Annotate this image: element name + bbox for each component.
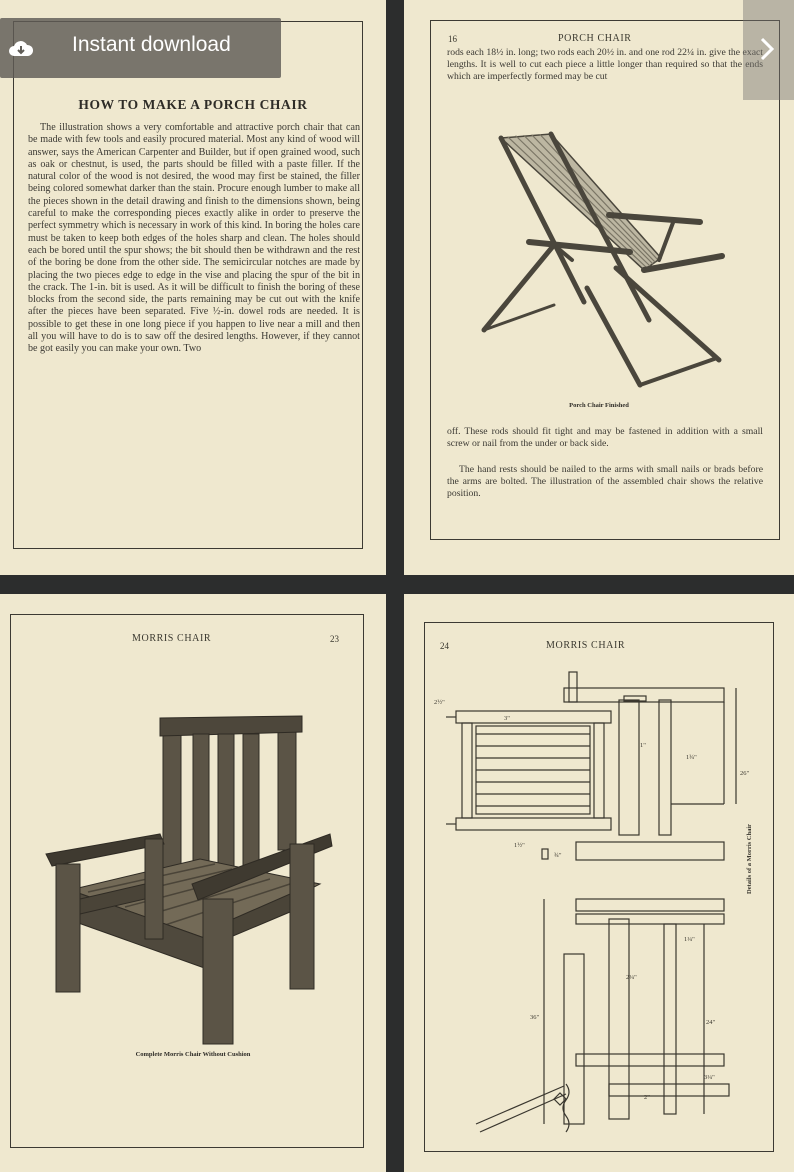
page-morris-chair-photo (0, 594, 386, 1172)
page-porch-chair-text (0, 0, 386, 575)
page-number: 23 (330, 634, 339, 644)
instant-download-button[interactable] (0, 18, 281, 78)
dim-label: 2¼" (626, 974, 637, 981)
running-header: MORRIS CHAIR (546, 640, 626, 651)
top-text: rods each 18½ in. long; two rods each 20½ in. and one rod 22¼ in. give the exact lengths. It is well to cut each piece a little longer than required so that the ends which are imperfectly formed may be cut (447, 47, 763, 82)
dim-label: 26" (740, 770, 750, 777)
dim-label: 1½" (514, 842, 525, 849)
figure-caption: Porch Chair Finished (569, 402, 629, 409)
dim-label: 36" (530, 1014, 540, 1021)
side-caption: Details of a Morris Chair (746, 823, 753, 894)
running-header: MORRIS CHAIR (132, 633, 212, 644)
running-header: PORCH CHAIR (558, 33, 632, 44)
porch-chair-illustration (404, 120, 794, 420)
morris-chair-illustration (0, 694, 386, 1054)
dim-label: 1¼" (684, 936, 695, 943)
page-porch-chair-illustration (404, 0, 794, 575)
dim-label: 1¾" (686, 754, 697, 761)
dim-label: 3" (504, 715, 510, 722)
dim-label: 24" (706, 1019, 716, 1026)
chevron-right-icon (757, 36, 777, 62)
dim-label: 2½" (434, 699, 445, 706)
dim-label: ¾" (554, 852, 562, 859)
body-text: The illustration shows a very comfortable and attractive porch chair that can be made with few tools and easily procured material. Most any kind of wood will answer, says the American Carpenter and Builder, but if open grained wood, such as oak or chestnut, is used, the parts should be filled with a paste filler. If the natural color of the wood is not desired, the wood may first be stained, the filler being colored somewhat darker than the stain. Procure enough lumber to make all the pieces shown in the detail drawing and finish to the dimensions shown, being careful to make the corresponding pieces exactly alike in order to preserve the perfect symmetry which is necessary in work of this kind. In boring the holes care must be taken to keep both edges of the holes sharp and clean. The holes should each be bored until the spur shows; the bit should then be withdrawn and the rest of the boring be done from the other side. The semicircular notches are made by placing the two pieces edge to edge in the vise and placing the spur of the bit in the crack. The 1-in. bit is used. As it will be difficult to finish the boring of these blocks from the second side, the parts remaining may be cut out with the knife after the pieces have been separated. Five ½-in. dowel rods are needed. It is possible to get these in one long piece if you happen to live near a mill and then all you will have to do is to saw off the desired lengths. However, if they cannot be got easily you can make your own. Two (28, 122, 360, 355)
page-number: 16 (448, 34, 457, 44)
page-morris-chair-details (404, 594, 794, 1172)
instant-download-label: Instant download (72, 33, 231, 56)
bottom-text: off. These rods should fit tight and may be fastened in addition with a small screw or nail from the under or back side. (447, 426, 763, 449)
dim-label: 3¼" (704, 1074, 715, 1081)
figure-caption: Complete Morris Chair Without Cushion (135, 1051, 251, 1058)
page-number: 24 (440, 641, 449, 651)
detail-drawing (404, 654, 794, 1154)
next-image-button[interactable] (743, 0, 794, 100)
page-title: HOW TO MAKE A PORCH CHAIR (78, 97, 308, 112)
bottom-text-2: The hand rests should be nailed to the arms with small nails or brads before the arms are bolted. The illustration of the assembled chair shows the relative position. (447, 464, 763, 499)
dim-label: 1" (640, 742, 646, 749)
cloud-download-icon (8, 36, 34, 62)
dim-label: 2" (644, 1094, 650, 1101)
